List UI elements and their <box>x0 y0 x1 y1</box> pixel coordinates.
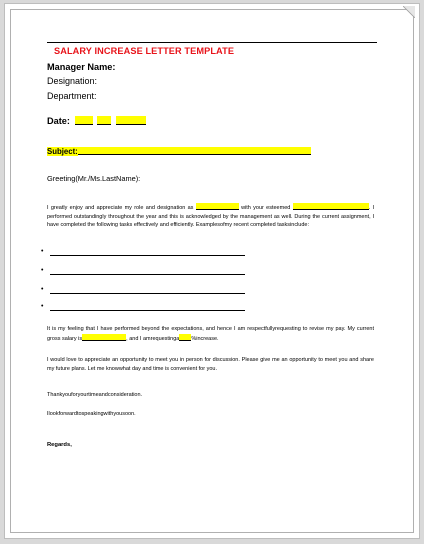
task-line-3[interactable] <box>50 293 245 294</box>
para1-text-c: . I performed outstandingly throughout the year and this is acknowledged by the management as well. During the current assignment, I have completed the following tasks effectively and efficiently. Examplesofmy recent completed tasksinclude: <box>47 205 374 229</box>
look-forward-line: Ilookforwardtospeakingwithyousoon. <box>47 411 136 417</box>
task-line-2[interactable] <box>50 274 245 275</box>
subject-label: Subject: <box>47 147 78 156</box>
date-label: Date: <box>47 116 70 126</box>
regards-closing: Regards, <box>47 442 72 448</box>
para2-text-a: It is my feeling that I have performed beyond the expectations, and hence I am respectfullyrequesting to revise my pay. My current gross salary is <box>47 326 374 342</box>
thanks-line: Thankyouforyourtimeandconsideration. <box>47 392 143 398</box>
document-page <box>4 3 420 539</box>
bullet-3: • <box>41 286 44 293</box>
bullet-1: • <box>41 248 44 255</box>
department-label: Department: <box>47 91 97 101</box>
para1-text-a: I greatly enjoy and appreciate my role and designation as <box>47 205 194 211</box>
paragraph-salary <box>47 325 374 343</box>
date-year-field[interactable] <box>116 116 146 125</box>
role-field[interactable] <box>196 203 239 210</box>
para2-text-c: %increase. <box>191 335 219 342</box>
salary-field[interactable] <box>82 334 126 341</box>
task-line-1[interactable] <box>50 255 245 256</box>
title-top-rule <box>47 42 377 43</box>
date-row <box>47 116 146 126</box>
bullet-4: • <box>41 303 44 310</box>
percent-field[interactable] <box>179 334 191 341</box>
subject-row <box>47 147 311 156</box>
task-line-4[interactable] <box>50 310 245 311</box>
date-month-field[interactable] <box>97 116 111 125</box>
bullet-2: • <box>41 267 44 274</box>
page-curl-corner <box>403 6 415 18</box>
manager-name-label: Manager Name: <box>47 62 116 72</box>
designation-label: Designation: <box>47 76 98 86</box>
document-title: SALARY INCREASE LETTER TEMPLATE <box>54 46 235 56</box>
date-day-field[interactable] <box>75 116 93 125</box>
paragraph-role <box>47 203 374 230</box>
paragraph-meeting: I would love to appreciate an opportunity to meet you in person for discussion. Please give me an opportunity to meet you and share my future plans. Let me knowwhat day and time is convenient for you. <box>47 357 374 372</box>
page-border <box>10 9 414 533</box>
greeting-line: Greeting(Mr./Ms.LastName): <box>47 174 141 183</box>
subject-field[interactable] <box>78 147 311 155</box>
company-field[interactable] <box>293 203 369 210</box>
para2-text-b: , and I amrequestinga <box>126 335 180 342</box>
para1-text-b: with your esteemed <box>241 205 291 211</box>
